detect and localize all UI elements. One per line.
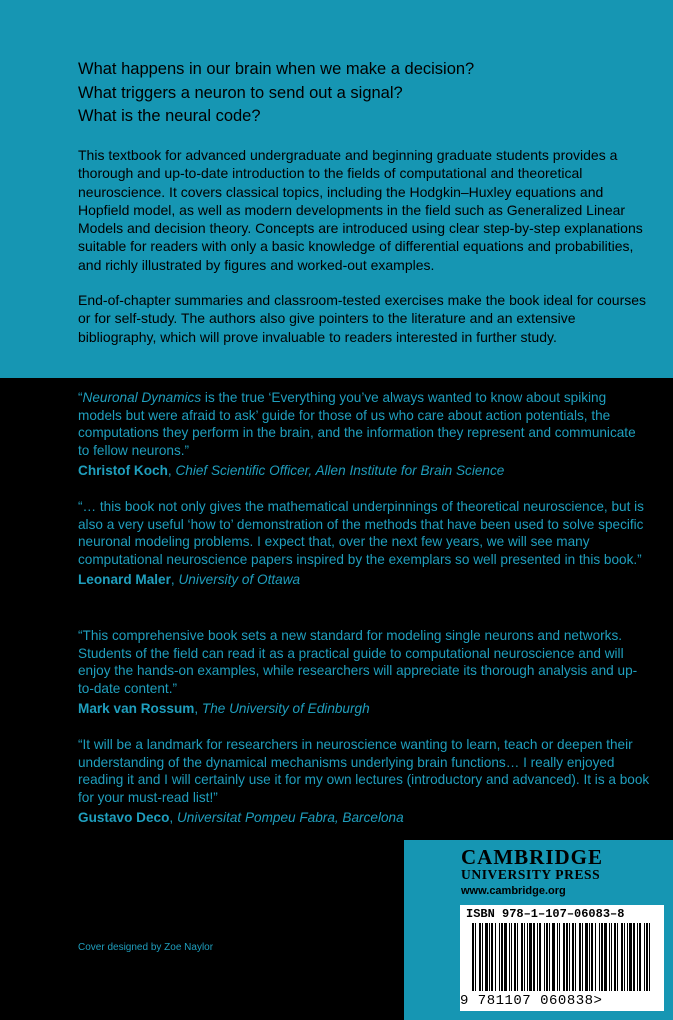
review-van-rossum <box>78 627 650 718</box>
reviewer-affiliation: The University of Edinburgh <box>201 701 370 717</box>
barcode-bar <box>589 923 590 991</box>
barcode-bar <box>514 923 516 991</box>
review-attribution: Christof Koch, Chief Scientific Officer, Allen Institute for Brain Science <box>78 463 505 479</box>
barcode-bar <box>639 923 641 991</box>
barcode-bar <box>546 923 548 991</box>
review-deco <box>78 736 650 827</box>
question-3: What is the neural code? <box>78 107 261 125</box>
barcode-bar <box>575 923 576 991</box>
barcode-bar <box>537 923 538 991</box>
barcode-arrow: > <box>593 993 603 1009</box>
barcode-bar <box>599 923 600 991</box>
review-koch <box>78 389 650 480</box>
barcode-bar <box>529 923 532 991</box>
barcode-bar <box>475 923 476 991</box>
barcode-bar <box>609 923 610 991</box>
barcode-bar <box>563 923 565 991</box>
barcode-bar <box>485 923 488 991</box>
review-attribution: Gustavo Deco, Universitat Pompeu Fabra, Barcelona <box>78 810 404 826</box>
barcode-bar <box>527 923 528 991</box>
barcode-bar <box>511 923 512 991</box>
book-title: Neuronal Dynamics <box>82 390 202 405</box>
barcode-bar <box>617 923 618 991</box>
blurb-panel <box>0 0 673 378</box>
barcode-bar <box>604 923 607 991</box>
review-attribution: Leonard Maler, University of Ottawa <box>78 572 301 588</box>
barcode-bar <box>614 923 616 991</box>
review-quote <box>78 389 650 459</box>
barcode-bar <box>624 923 625 991</box>
barcode-bar <box>644 923 645 991</box>
reviewer-name: Mark van Rossum <box>78 701 195 717</box>
barcode-bar <box>579 923 581 991</box>
review-quote: “This comprehensive book sets a new standard for modeling single neurons and networks. Students of the field can read it as a practical guide to computational neuroscience and will enjoy the hands-on examples, while researchers will appreciate its thorough analysis and up-to-date content.” <box>78 628 638 696</box>
barcode-bar <box>539 923 541 991</box>
barcode-bar <box>495 923 496 991</box>
barcode-bar <box>559 923 560 991</box>
isbn-barcode-box <box>460 905 664 1011</box>
barcode-bar <box>549 923 550 991</box>
barcode-bar <box>646 923 648 991</box>
quote-body: is the true ‘Everything you’ve always wanted to know about spiking models but were afraid to ask’ guide for those of us who care about action potentials, the computations they perform in the brain, and the information they represent and communicate to fellow neurons.” <box>78 390 636 458</box>
barcode-bar <box>627 923 628 991</box>
barcode-digits <box>460 993 602 1009</box>
barcode-bar <box>524 923 525 991</box>
publisher-website: www.cambridge.org <box>461 885 566 897</box>
question-2: What triggers a neuron to send out a signal? <box>78 83 403 102</box>
cover-credit: Cover designed by Zoe Naylor <box>78 942 214 953</box>
barcode-bar <box>557 923 558 991</box>
review-attribution: Mark van Rossum, The University of Edinburgh <box>78 701 370 717</box>
barcode-bar <box>611 923 612 991</box>
barcode-bar <box>621 923 623 991</box>
barcode-bar <box>491 923 493 991</box>
barcode-bar <box>544 923 545 991</box>
barcode-bar <box>533 923 535 991</box>
review-quote: “It will be a landmark for researchers in neuroscience wanting to learn, teach or deepen their understanding of the dynamical mechanisms underlying brain functions… I really enjoyed reading it and I will certainly use it for my own lectures (introductory and advanced). It is a book for your must-read list!” <box>78 737 650 805</box>
publisher-block <box>404 840 673 1020</box>
barcode-bar <box>472 923 474 991</box>
barcode-image <box>468 923 656 991</box>
barcode-bar <box>582 923 583 991</box>
barcode-bar <box>585 923 588 991</box>
barcode-bar <box>504 923 507 991</box>
reviewer-name: Leonard Maler <box>78 572 171 588</box>
barcode-bar <box>601 923 603 991</box>
barcode-bar <box>649 923 650 991</box>
barcode-bar <box>482 923 483 991</box>
quote-open-mark: “ <box>78 390 83 405</box>
lead-questions <box>78 58 474 129</box>
publisher-logo-subname: UNIVERSITY PRESS <box>461 867 601 882</box>
barcode-bar <box>552 923 555 991</box>
barcode-bar <box>517 923 518 991</box>
reviewer-name: Christof Koch <box>78 463 168 479</box>
isbn-label: ISBN 978–1–107–06083–8 <box>466 907 625 921</box>
barcode-bar <box>637 923 638 991</box>
barcode-bar <box>595 923 596 991</box>
barcode-bar <box>629 923 632 991</box>
barcode-bar <box>499 923 500 991</box>
barcode-bar <box>479 923 481 991</box>
barcode-bar <box>572 923 574 991</box>
publisher-logo-name: CAMBRIDGE <box>461 845 604 869</box>
barcode-bar <box>633 923 635 991</box>
barcode-bar <box>509 923 510 991</box>
barcode-bar <box>501 923 503 991</box>
barcode-digit-string: 9 781107 060838 <box>460 993 594 1009</box>
barcode-bar <box>566 923 568 991</box>
reviewer-name: Gustavo Deco <box>78 810 170 826</box>
reviewer-affiliation: University of Ottawa <box>178 572 301 588</box>
reviewer-affiliation: Universitat Pompeu Fabra, Barcelona <box>176 810 404 826</box>
barcode-bar <box>569 923 570 991</box>
barcode-bar <box>489 923 490 991</box>
blurb-paragraph-1: This textbook for advanced undergraduate and beginning graduate students provides a thorough and up-to-date introduction to the fields of computational and theoretical neuroscience. It covers classical topics, including the Hodgkin–Huxley equations and Hopfield model, as well as modern developments in the field such as Generalized Linear Models and decision theory. Concepts are introduced using clear step-by-step explanations suitable for readers with only a basic knowledge of differential equations and probabilities, and richly illustrated by figures and worked-out examples. <box>78 147 643 273</box>
question-1: What happens in our brain when we make a decision? <box>78 60 475 78</box>
barcode-bar <box>521 923 523 991</box>
reviewer-affiliation: Chief Scientific Officer, Allen Institute for Brain Science <box>175 463 505 479</box>
barcode-bar <box>591 923 593 991</box>
blurb-paragraph-2: End-of-chapter summaries and classroom-tested exercises make the book ideal for courses or for self-study. The authors also give pointers to the literature and an extensive bibliography, which will prove invaluable to readers interested in further study. <box>78 292 647 345</box>
review-maler <box>78 498 650 589</box>
review-quote: “… this book not only gives the mathematical underpinnings of theoretical neuroscience, but is also a very useful ‘how to’ demonstration of the methods that have been used to solve specific neuronal modeling problems. I expect that, over the next few years, we will see many computational neuroscience papers inspired by the exemplars so well presented in this book.” <box>78 499 644 567</box>
